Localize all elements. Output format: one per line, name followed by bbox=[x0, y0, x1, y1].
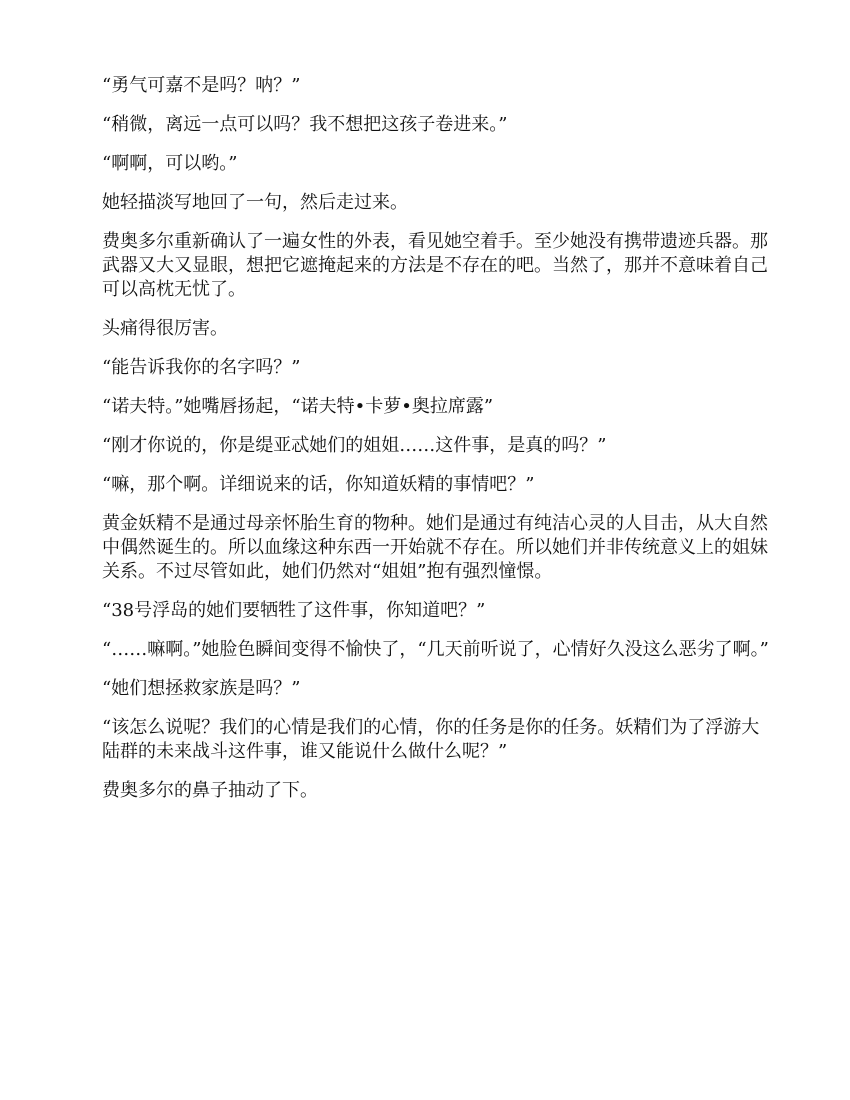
paragraph: “嘛，那个啊。详细说来的话，你知道妖精的事情吧？” bbox=[102, 474, 535, 495]
paragraph: “诺夫特。”她嘴唇扬起，“诺夫特•卡萝•奥拉席露” bbox=[102, 396, 494, 417]
paragraph: “38号浮岛的她们要牺牲了这件事，你知道吧？” bbox=[102, 600, 486, 621]
paragraph: “刚才你说的，你是缇亚忒她们的姐姐……这件事，是真的吗？” bbox=[102, 435, 607, 456]
paragraph: “她们想拯救家族是吗？” bbox=[102, 678, 301, 699]
paragraph: 头痛得很厉害。 bbox=[102, 318, 228, 339]
paragraph: “……嘛啊。”她脸色瞬间变得不愉快了，“几天前听说了，心情好久没这么恶劣了啊。” bbox=[102, 639, 769, 660]
document-body bbox=[102, 74, 772, 818]
paragraph: 她轻描淡写地回了一句，然后走过来。 bbox=[102, 192, 408, 213]
paragraph: “勇气可嘉不是吗？呐？” bbox=[102, 75, 301, 96]
paragraph: “啊啊，可以哟。” bbox=[102, 153, 238, 174]
paragraph: “该怎么说呢？我们的心情是我们的心情，你的任务是你的任务。妖精们为了浮游大陆群的未来战斗这件事，谁又能说什么做什么呢？” bbox=[102, 717, 760, 762]
paragraph: “稍微，离远一点可以吗？我不想把这孩子卷进来。” bbox=[102, 114, 508, 135]
paragraph: 费奥多尔的鼻子抽动了下。 bbox=[102, 780, 318, 801]
paragraph: 费奥多尔重新确认了一遍女性的外表，看见她空着手。至少她没有携带遗迹兵器。那武器又大又显眼，想把它遮掩起来的方法是不存在的吧。当然了，那并不意味着自己可以高枕无忧了。 bbox=[102, 231, 768, 300]
paragraph: “能告诉我你的名字吗？” bbox=[102, 357, 301, 378]
paragraph: 黄金妖精不是通过母亲怀胎生育的物种。她们是通过有纯洁心灵的人目击，从大自然中偶然诞生的。所以血缘这种东西一开始就不存在。所以她们并非传统意义上的姐妹关系。不过尽管如此，她们仍然对“姐姐”抱有强烈憧憬。 bbox=[102, 513, 768, 582]
